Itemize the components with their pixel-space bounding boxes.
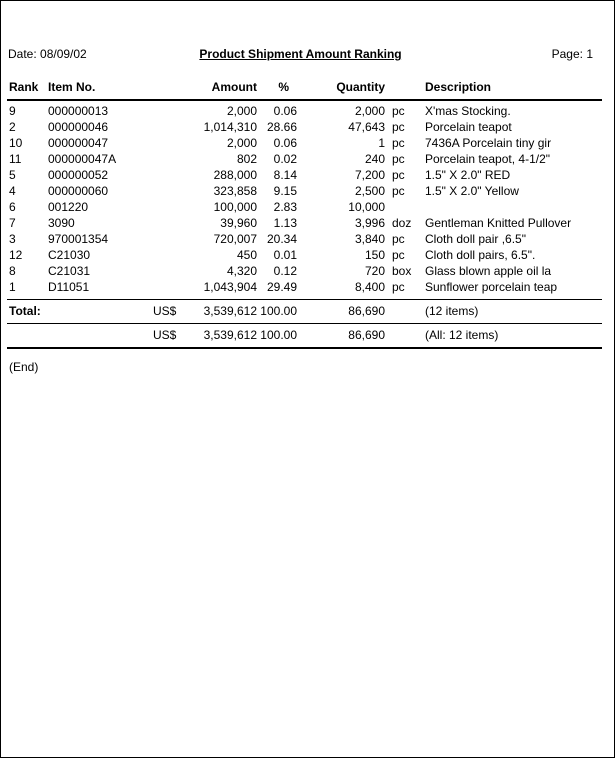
report-title: Product Shipment Amount Ranking bbox=[199, 47, 402, 61]
item-no-cell: 000000047 bbox=[48, 136, 109, 150]
table-row bbox=[1, 264, 614, 280]
unit-cell: pc bbox=[392, 136, 405, 150]
unit-cell: pc bbox=[392, 232, 405, 246]
description-cell: Cloth doll pairs, 6.5". bbox=[425, 248, 536, 262]
unit-cell: doz bbox=[392, 216, 412, 230]
col-quantity-header: Quantity bbox=[336, 80, 385, 94]
total-currency: US$ bbox=[153, 304, 177, 318]
item-no-cell: 000000060 bbox=[48, 184, 109, 198]
table-row bbox=[1, 168, 614, 184]
total-rule-top bbox=[7, 299, 602, 300]
quantity-cell: 150 bbox=[364, 248, 385, 262]
amount-cell: 450 bbox=[236, 248, 257, 262]
total-note: (12 items) bbox=[425, 304, 479, 318]
percent-cell: 8.14 bbox=[273, 168, 297, 182]
item-no-cell: 000000052 bbox=[48, 168, 109, 182]
unit-cell: pc bbox=[392, 280, 405, 294]
column-headers bbox=[1, 80, 614, 96]
amount-cell: 288,000 bbox=[213, 168, 257, 182]
table-row bbox=[1, 216, 614, 232]
quantity-cell: 3,840 bbox=[354, 232, 385, 246]
item-no-cell: C21030 bbox=[48, 248, 91, 262]
grand-total-currency: US$ bbox=[153, 328, 177, 342]
quantity-cell: 2,500 bbox=[354, 184, 385, 198]
rank-cell: 10 bbox=[9, 136, 23, 150]
rank-cell: 11 bbox=[9, 152, 22, 166]
percent-cell: 0.06 bbox=[273, 104, 297, 118]
item-no-cell: 000000047A bbox=[48, 152, 117, 166]
total-quantity: 86,690 bbox=[348, 304, 385, 318]
grand-total-note: (All: 12 items) bbox=[425, 328, 499, 342]
amount-cell: 39,960 bbox=[220, 216, 257, 230]
total-amount: 3,539,612 bbox=[203, 304, 257, 318]
unit-cell: pc bbox=[392, 248, 405, 262]
description-cell: 7436A Porcelain tiny gir bbox=[425, 136, 552, 150]
amount-cell: 2,000 bbox=[226, 104, 257, 118]
amount-cell: 100,000 bbox=[213, 200, 257, 214]
amount-cell: 323,858 bbox=[213, 184, 257, 198]
item-no-cell: 970001354 bbox=[48, 232, 109, 246]
grand-total-amount: 3,539,612 bbox=[203, 328, 257, 342]
item-no-cell: C21031 bbox=[48, 264, 91, 278]
description-cell: Cloth doll pair ,6.5" bbox=[425, 232, 526, 246]
rank-cell: 2 bbox=[9, 120, 16, 134]
percent-cell: 0.01 bbox=[273, 248, 297, 262]
item-no-cell: 000000013 bbox=[48, 104, 109, 118]
quantity-cell: 47,643 bbox=[348, 120, 385, 134]
item-no-cell: 001220 bbox=[48, 200, 89, 214]
item-no-cell: D11051 bbox=[48, 280, 90, 294]
col-description-header: Description bbox=[425, 80, 492, 94]
col-rank-header: Rank bbox=[9, 80, 39, 94]
unit-cell: pc bbox=[392, 152, 405, 166]
table-row bbox=[1, 152, 614, 168]
page-number: Page: 1 bbox=[551, 47, 593, 61]
amount-cell: 4,320 bbox=[226, 264, 257, 278]
rank-cell: 3 bbox=[9, 232, 16, 246]
description-cell: 1.5" X 2.0" Yellow bbox=[425, 184, 519, 198]
percent-cell: 0.02 bbox=[273, 152, 297, 166]
table-row bbox=[1, 248, 614, 264]
header-rule bbox=[7, 99, 602, 101]
percent-cell: 0.12 bbox=[273, 264, 297, 278]
quantity-cell: 240 bbox=[364, 152, 385, 166]
percent-cell: 20.34 bbox=[266, 232, 297, 246]
unit-cell: pc bbox=[392, 120, 405, 134]
description-cell: X'mas Stocking. bbox=[425, 104, 511, 118]
description-cell: Porcelain teapot, 4-1/2" bbox=[425, 152, 551, 166]
report-date: Date: 08/09/02 bbox=[8, 47, 87, 61]
table-row bbox=[1, 200, 614, 216]
description-cell: Glass blown apple oil la bbox=[425, 264, 552, 278]
table-row bbox=[1, 120, 614, 136]
amount-cell: 802 bbox=[236, 152, 257, 166]
rank-cell: 6 bbox=[9, 200, 16, 214]
grand-total-row bbox=[1, 328, 614, 344]
table-row bbox=[1, 104, 614, 120]
grand-total-rule bbox=[7, 347, 602, 349]
table-row bbox=[1, 136, 614, 152]
description-cell: 1.5" X 2.0" RED bbox=[425, 168, 511, 182]
col-item-header: Item No. bbox=[48, 80, 96, 94]
rank-cell: 1 bbox=[9, 280, 16, 294]
unit-cell: pc bbox=[392, 104, 405, 118]
amount-cell: 720,007 bbox=[213, 232, 257, 246]
quantity-cell: 1 bbox=[378, 136, 385, 150]
quantity-cell: 8,400 bbox=[354, 280, 385, 294]
total-rule-mid bbox=[7, 323, 602, 324]
percent-cell: 28.66 bbox=[266, 120, 297, 134]
quantity-cell: 3,996 bbox=[354, 216, 385, 230]
col-percent-header: % bbox=[278, 80, 289, 94]
item-no-cell: 000000046 bbox=[48, 120, 109, 134]
description-cell: Porcelain teapot bbox=[425, 120, 512, 134]
item-no-cell: 3090 bbox=[48, 216, 75, 230]
col-amount-header: Amount bbox=[211, 80, 257, 94]
unit-cell: pc bbox=[392, 168, 405, 182]
rank-cell: 7 bbox=[9, 216, 16, 230]
table-row bbox=[1, 232, 614, 248]
percent-cell: 9.15 bbox=[273, 184, 297, 198]
quantity-cell: 10,000 bbox=[348, 200, 385, 214]
description-cell: Sunflower porcelain teap bbox=[425, 280, 558, 294]
percent-cell: 0.06 bbox=[273, 136, 297, 150]
report-header bbox=[8, 47, 593, 63]
percent-cell: 2.83 bbox=[273, 200, 297, 214]
total-label: Total: bbox=[9, 304, 41, 318]
table-row bbox=[1, 184, 614, 200]
rank-cell: 12 bbox=[9, 248, 23, 262]
percent-cell: 29.49 bbox=[266, 280, 297, 294]
amount-cell: 2,000 bbox=[226, 136, 257, 150]
rank-cell: 9 bbox=[9, 104, 16, 118]
unit-cell: box bbox=[392, 264, 412, 278]
percent-cell: 1.13 bbox=[273, 216, 297, 230]
table-row bbox=[1, 280, 614, 296]
rank-cell: 5 bbox=[9, 168, 16, 182]
quantity-cell: 7,200 bbox=[354, 168, 385, 182]
grand-total-quantity: 86,690 bbox=[348, 328, 385, 342]
grand-total-percent: 100.00 bbox=[260, 328, 297, 342]
quantity-cell: 720 bbox=[364, 264, 385, 278]
amount-cell: 1,043,904 bbox=[203, 280, 257, 294]
total-percent: 100.00 bbox=[260, 304, 297, 318]
quantity-cell: 2,000 bbox=[354, 104, 385, 118]
rank-cell: 8 bbox=[9, 264, 16, 278]
end-marker: (End) bbox=[9, 360, 39, 374]
description-cell: Gentleman Knitted Pullover bbox=[425, 216, 572, 230]
rank-cell: 4 bbox=[9, 184, 16, 198]
amount-cell: 1,014,310 bbox=[203, 120, 257, 134]
total-row bbox=[1, 304, 614, 320]
unit-cell: pc bbox=[392, 184, 405, 198]
